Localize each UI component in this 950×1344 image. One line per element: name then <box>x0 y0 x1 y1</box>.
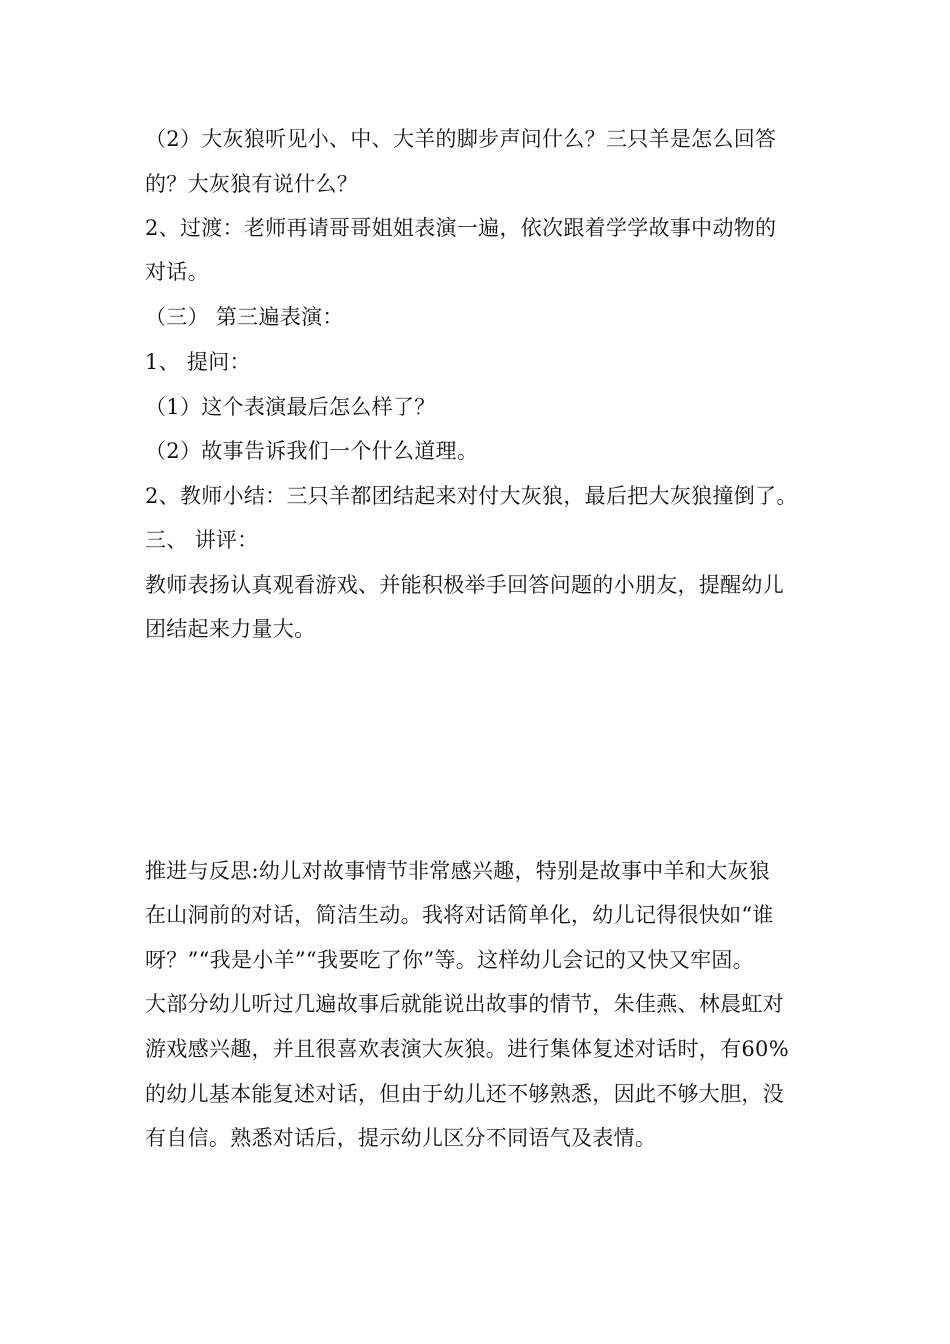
section-heading: （三） 第三遍表演： <box>145 305 344 329</box>
reflection-line: 的幼儿基本能复述对话，但由于幼儿还不够熟悉，因此不够大胆，没 <box>145 1082 784 1106</box>
reflection-line: 推进与反思:幼儿对故事情节非常感兴趣，特别是故事中羊和大灰狼 <box>145 859 771 883</box>
reflection-line: 有自信。熟悉对话后，提示幼儿区分不同语气及表情。 <box>145 1126 657 1150</box>
lesson-line: 的？大灰狼有说什么？ <box>145 172 358 196</box>
lesson-line: 对话。 <box>145 260 209 284</box>
lesson-line: 1、 提问： <box>145 350 251 374</box>
reflection-line: 游戏感兴趣，并且很喜欢表演大灰狼。进行集体复述对话时，有60% <box>145 1037 789 1061</box>
lesson-line: （2）故事告诉我们一个什么道理。 <box>145 439 479 463</box>
lesson-line: 2、教师小结：三只羊都团结起来对付大灰狼，最后把大灰狼撞倒了。 <box>145 484 798 508</box>
lesson-line: 教师表扬认真观看游戏、并能积极举手回答问题的小朋友，提醒幼儿 <box>145 573 784 597</box>
reflection-line: 大部分幼儿听过几遍故事后就能说出故事的情节，朱佳燕、林晨虹对 <box>145 992 784 1016</box>
lesson-line: （1）这个表演最后怎么样了？ <box>145 395 436 419</box>
lesson-line: （2）大灰狼听见小、中、大羊的脚步声问什么？三只羊是怎么回答 <box>145 127 777 151</box>
reflection-line: 在山洞前的对话，简洁生动。我将对话简单化，幼儿记得很快如“谁 <box>145 903 774 927</box>
section-heading: 三、 讲评： <box>145 528 259 552</box>
lesson-line: 2、过渡：老师再请哥哥姐姐表演一遍，依次跟着学学故事中动物的 <box>145 216 777 240</box>
lesson-line: 团结起来力量大。 <box>145 617 316 641</box>
reflection-line: 呀？”“我是小羊”“我要吃了你”等。这样幼儿会记的又快又牢固。 <box>145 948 754 972</box>
